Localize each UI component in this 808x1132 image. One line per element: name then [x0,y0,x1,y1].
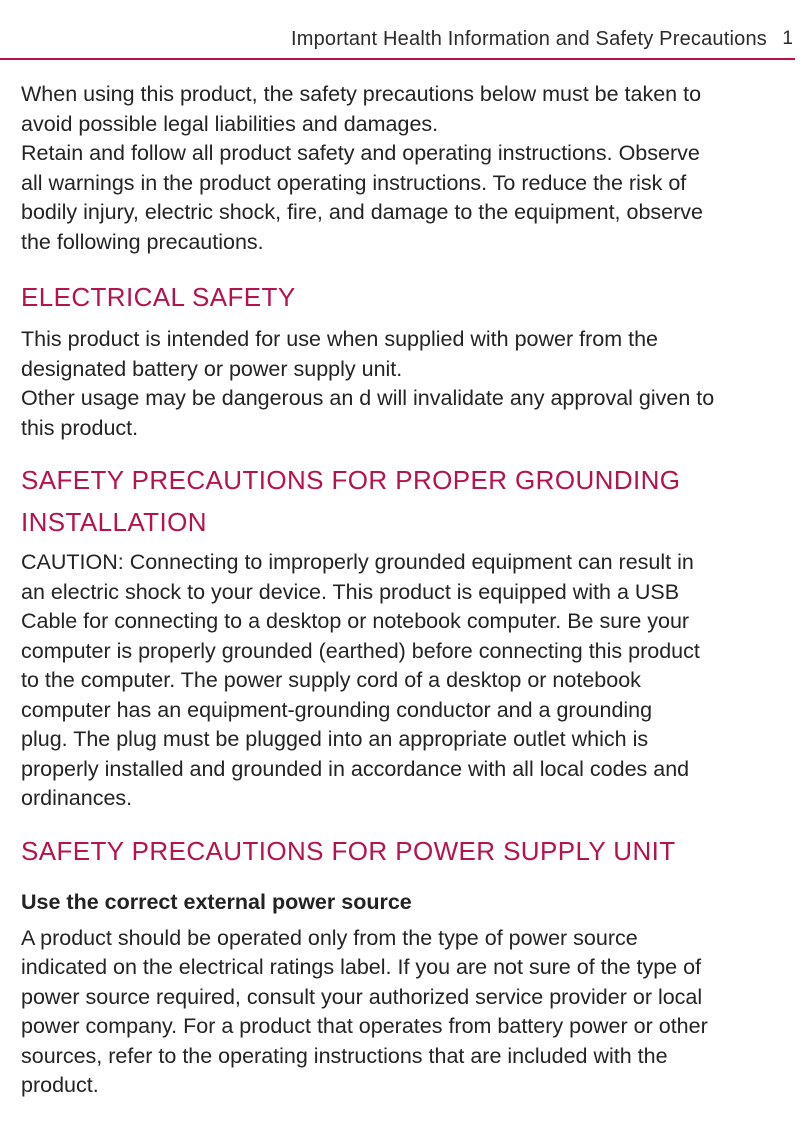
page-number: 1 [782,28,793,49]
power-supply-paragraph: A product should be operated only from the type of power source indicated on the electrical ratings label. If you are not sure of the type of power source required, consult your authorized service provider or local power company. For a product that operates from battery power or other sources, refer to the operating instructions that are included with the product. [21,925,708,1097]
running-header-title: Important Health Information and Safety Precautions [290,28,767,50]
document-body [21,80,793,1101]
intro-paragraph: When using this product, the safety precautions below must be taken to avoid possible legal liabilities and damages. Retain and follow all product safety and operating instructions. Observe all warnings in the product operating instructions. To reduce the risk of bodily injury, electric shock, fire, and damage to the equipment, observe the following precautions. [21,82,703,254]
electrical-safety-paragraph: This product is intended for use when supplied with power from the designated battery or power supply unit. Other usage may be dangerous an d will invalidate any approval given to this product. [21,327,715,440]
grounding-paragraph: CAUTION: Connecting to improperly grounded equipment can result in an electric shock to your device. This product is equipped with a USB Cable for connecting to a desktop or notebook computer. Be sure your computer is properly grounded (earthed) before connecting this product to the computer. The power supply cord of a desktop or notebook computer has an equipment-grounding conductor and a grounding plug. The plug must be plugged into an appropriate outlet which is properly installed and grounded in accordance with all local codes and ordinances. [21,550,700,810]
running-header [0,22,795,60]
section-heading-grounding: SAFETY PRECAUTIONS FOR PROPER GROUNDING INSTALLATION [21,465,681,537]
subheading-external-power-source: Use the correct external power source [21,889,412,914]
section-heading-electrical-safety: ELECTRICAL SAFETY [21,282,296,312]
section-heading-power-supply: SAFETY PRECAUTIONS FOR POWER SUPPLY UNIT [21,835,676,866]
